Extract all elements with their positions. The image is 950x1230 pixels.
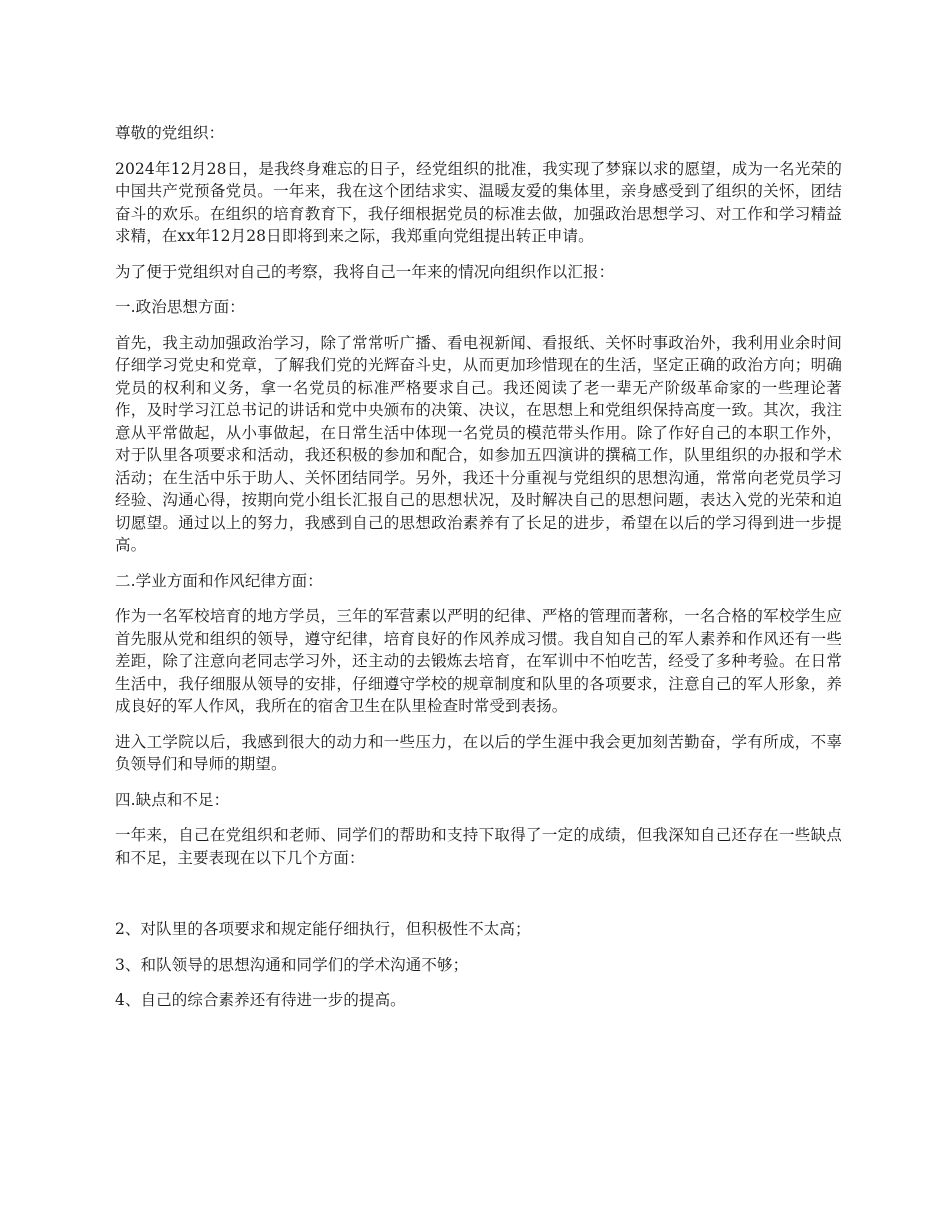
section-body-study-discipline: 作为一名军校培育的地方学员，三年的军营素以严明的纪律、严格的管理而著称，一名合格的军校学生应首先服从党和组织的领导，遵守纪律，培育良好的作风养成习惯。我自知自己的军人素养和作风还有一些差距，除了注意向老同志学习外，还主动的去锻炼去培育，在军训中不怕吃苦，经受了多种考验。在日常生活中，我仔细服从领导的安排，仔细遵守学校的规章制度和队里的各项要求，注意自己的军人形象，养成良好的军人作风，我所在的宿舍卫生在队里检查时常受到表扬。 [115, 607, 842, 715]
salutation: 尊敬的党组织： [115, 124, 225, 142]
list-item: 4、自己的综合素养还有待进一步的提高。 [115, 991, 406, 1009]
document-page [115, 122, 842, 1025]
section-body-shortcomings: 一年来，自己在党组织和老师、同学们的帮助和支持下取得了一定的成绩，但我深知自己还存在一些缺点和不足，主要表现在以下几个方面： [115, 826, 842, 867]
report-intro-paragraph: 为了便于党组织对自己的考察，我将自己一年来的情况向组织作以汇报： [115, 262, 615, 281]
section-heading-shortcomings: 四.缺点和不足： [115, 790, 230, 809]
section-body-political: 首先，我主动加强政治学习，除了常常听广播、看电视新闻、看报纸、关怀时事政治外，我利用业余时间仔细学习党史和党章，了解我们党的光辉奋斗史，从而更加珍惜现在的生活，坚定正确的政治方向；明确党员的权利和义务，拿一名党员的标准严格要求自己。我还阅读了老一辈无产阶级革命家的一些理论著作，及时学习江总书记的讲话和党中央颁布的决策、决议，在思想上和党组织保持高度一致。其次，我注意从平常做起，从小事做起，在日常生活中体现一名党员的模范带头作用。除了作好自己的本职工作外，对于队里各项要求和活动，我还积极的参加和配合，如参加五四演讲的撰稿工作，队里组织的办报和学术活动；在生活中乐于助人、关怀团结同学。另外，我还十分重视与党组织的思想沟通，常常向老党员学习经验、沟通心得，按期向党小组长汇报自己的思想状况，及时解决自己的思想问题，表达入党的光荣和迫切愿望。通过以上的努力，我感到自己的思想政治素养有了长足的进步，希望在以后的学习得到进一步提高。 [115, 333, 842, 554]
list-item: 3、和队领导的思想沟通和同学们的学术沟通不够； [115, 955, 469, 974]
list-item: 2、对队里的各项要求和规定能仔细执行，但积极性不太高； [115, 920, 531, 938]
section-heading-political: 一.政治思想方面： [115, 298, 245, 316]
section-body-college: 进入工学院以后，我感到很大的动力和一些压力，在以后的学生涯中我会更加刻苦勤奋，学有所成，不辜负领导们和导师的期望。 [115, 732, 842, 773]
section-heading-study-discipline: 二.学业方面和作风纪律方面： [115, 571, 323, 590]
blank-gap [115, 882, 842, 918]
intro-paragraph: 2024年12月28日，是我终身难忘的日子，经党组织的批准，我实现了梦寐以求的愿望，成为一名光荣的中国共产党预备党员。一年来，我在这个团结求实、温暖友爱的集体里，亲身感受到了组织的关怀，团结奋斗的欢乐。在组织的培育教育下，我仔细根据党员的标准去做，加强政治思想学习、对工作和学习精益求精，在xx年12月28日即将到来之际，我郑重向党组提出转正申请。 [115, 159, 842, 245]
